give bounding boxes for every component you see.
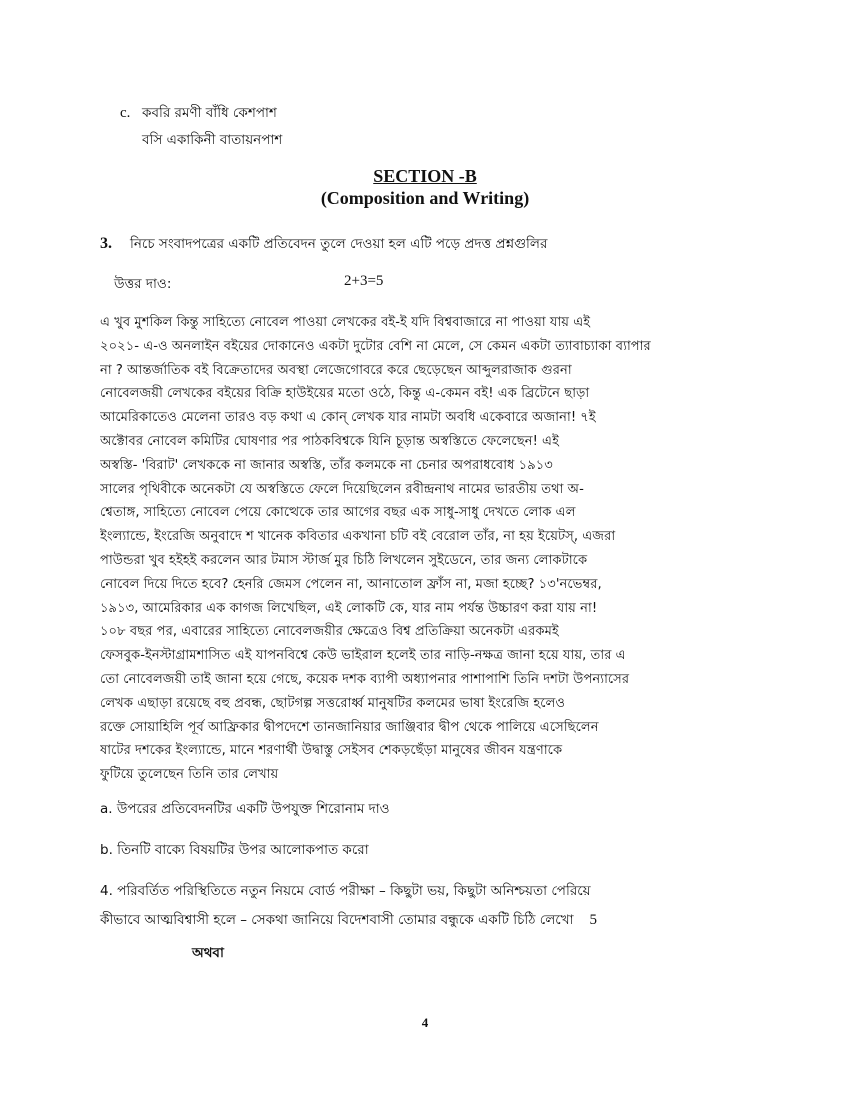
- subquestion-b: b. তিনটি বাক্যে বিষয়টির উপর আলোকপাত করো: [100, 842, 369, 858]
- passage-line: আমেরিকাতেও মেলেনা তারও বড় কথা এ কোন্ লেখক যার নামটা অবধি একেবারে অজানা! ৭ই: [100, 410, 596, 426]
- passage-line: ২০২১- এ-ও অনলাইন বইয়ের দোকানেও একটা দুটোর বেশি না মেলে, সে কেমন একটা ত্যাবাচ্যাকা ব্যাপার: [100, 338, 651, 354]
- passage-line: নোবেল দিয়ে দিতে হবে? হেনরি জেমস পেলেন না, আনাতোল ফ্রাঁস না, মজা হচ্ছে? ১৩'নভেম্বর,: [100, 576, 602, 592]
- passage-line: ফুটিয়ে তুলেছেন তিনি তার লেখায়: [100, 767, 279, 783]
- passage-line: সালের পৃথিবীকে অনেকটা যে অস্বস্তিতে ফেলে দিয়েছিলেন রবীন্দ্রনাথ নামের ভারতীয় তথা অ-: [100, 481, 584, 497]
- or-label: অথবা: [192, 945, 224, 961]
- passage-line: অক্টোবর নোবেল কমিটির ঘোষণার পর পাঠকবিশ্বকে যিনি চূড়ান্ত অস্বস্তিতে ফেলেছেন! এই: [100, 433, 559, 449]
- question-4-line-1: 4. পরিবর্তিত পরিস্থিতিতে নতুন নিয়মে বোর্ড পরীক্ষা – কিছুটা ভয়, কিছুটা অনিশ্চয়তা পেরিয়ে: [100, 883, 591, 899]
- passage-line: নোবেলজয়ী লেখকের বইয়ের বিক্রি হাউইয়ের মতো ওঠে, কিন্তু এ-কেমন বই! এক ব্রিটেনে ছাড়া: [100, 386, 590, 402]
- poem-excerpt: [120, 100, 850, 154]
- question-4-line-2-text: কীভাবে আত্মবিশ্বাসী হলে – সেকথা জানিয়ে বিদেশবাসী তোমার বন্ধুকে একটি চিঠি লেখো: [100, 912, 574, 928]
- subquestion-a: a. উপরের প্রতিবেদনটির একটি উপযুক্ত শিরোনাম দাও: [100, 801, 390, 817]
- passage-line: তো নোবেলজয়ী তাই জানা হয়ে গেছে, কয়েক দশক ব্যাপী অধ্যাপনার পাশাপাশি তিনি দশটা উপন্যাসের: [100, 671, 630, 687]
- passage-line: ১৯১৩, আমেরিকার এক কাগজ লিখেছিল, এই লোকটি কে, যার নাম পর্যন্ত উচ্চারণ করা যায় না!: [100, 600, 598, 616]
- poem-line-1: [120, 100, 850, 127]
- passage-line: লেখক এছাড়া রয়েছে বহু প্রবন্ধ, ছোটগল্প সত্তরোর্ধ্ব মানুষটির কলমের ভাষা ইংরেজি হলেও: [100, 695, 566, 711]
- passage-line: ১০৮ বছর পর, এবারের সাহিত্যে নোবেলজয়ীর ক্ষেত্রেও বিশ্ব প্রতিক্রিয়া অনেকটা এরকমই: [100, 624, 559, 640]
- passage-line: অস্বস্তি- 'বিরাট' লেখককে না জানার অস্বস্তি, তাঁর কলমকে না চেনার অপরাধবোধ ১৯১৩: [100, 457, 553, 473]
- passage-line: শ্বেতাঙ্গ, সাহিত্যে নোবেল পেয়ে কোত্থেকে তার আগের বছর এক সাধু-সাধু দেখতে লোক এল: [100, 505, 576, 521]
- passage-line: ফেসবুক-ইনস্টাগ্রামশাসিত এই যাপনবিশ্বে কেউ ভাইরাল হলেই তার নাড়ি-নক্ষত্র জানা হয়ে যায়, তার এ: [100, 648, 626, 664]
- passage-line: এ খুব মুশকিল কিন্তু সাহিত্যে নোবেল পাওয়া লেখকের বই-ই যদি বিশ্ববাজারে না পাওয়া যায় এই: [100, 315, 591, 330]
- question-4: [100, 877, 760, 935]
- question-4-line-2: [100, 906, 760, 935]
- question-4-marks: 5: [589, 912, 597, 928]
- news-passage: [100, 311, 750, 787]
- passage-line: ষাটের দশকের ইংল্যান্ডে, মানে শরণার্থী উদ্বাস্তু সেইসব শেকড়ছেঁড়া মানুষের জীবন যন্ত্রণাকে: [100, 743, 563, 759]
- poem-line-2: [120, 127, 850, 154]
- poem-line-1-text: কবরি রমণী বাঁধি কেশপাশ: [142, 105, 277, 121]
- answer-label: উত্তর দাও:: [114, 276, 172, 292]
- question-3-text: নিচে সংবাদপত্রের একটি প্রতিবেদন তুলে দেওয়া হল এটি পড়ে প্রদত্ত প্রশ্নগুলির: [130, 236, 548, 252]
- question-3-marks: 2+3=5: [344, 273, 384, 289]
- passage-line: না ? আন্তর্জাতিক বই বিক্রেতাদের অবস্থা লেজেগোবরে করে ছেড়েছেন আব্দুলরাজাক গুরনা: [100, 362, 572, 378]
- question-3: [100, 233, 790, 256]
- section-subtitle: (Composition and Writing): [320, 188, 530, 208]
- passage-line: রক্তে সোয়াহিলি পূর্ব আফ্রিকার দ্বীপদেশে তানজানিয়ার জাঞ্জিবার দ্বীপ থেকে পালিয়ে এসেছিলেন: [100, 719, 599, 735]
- poem-line-2-text: বসি একাকিনী বাতায়নপাশ: [142, 132, 283, 148]
- answer-line: [114, 273, 850, 296]
- question-3-number: 3.: [100, 235, 112, 252]
- passage-line: ইংল্যান্ডে, ইংরেজি অনুবাদে শ খানেক কবিতার একখানা চটি বই বেরোল তাঁর, না হয় ইয়েটস্, এজরা: [100, 529, 616, 545]
- passage-line: পাউন্ডরা খুব হইহই করলেন আর টমাস স্টার্জ মুর চিঠি লিখলেন সুইডেনে, তার জন্য লোকটাকে: [100, 552, 588, 568]
- section-title: SECTION -B: [373, 166, 477, 186]
- poem-label: c.: [120, 105, 131, 121]
- page-number: 4: [421, 1015, 429, 1030]
